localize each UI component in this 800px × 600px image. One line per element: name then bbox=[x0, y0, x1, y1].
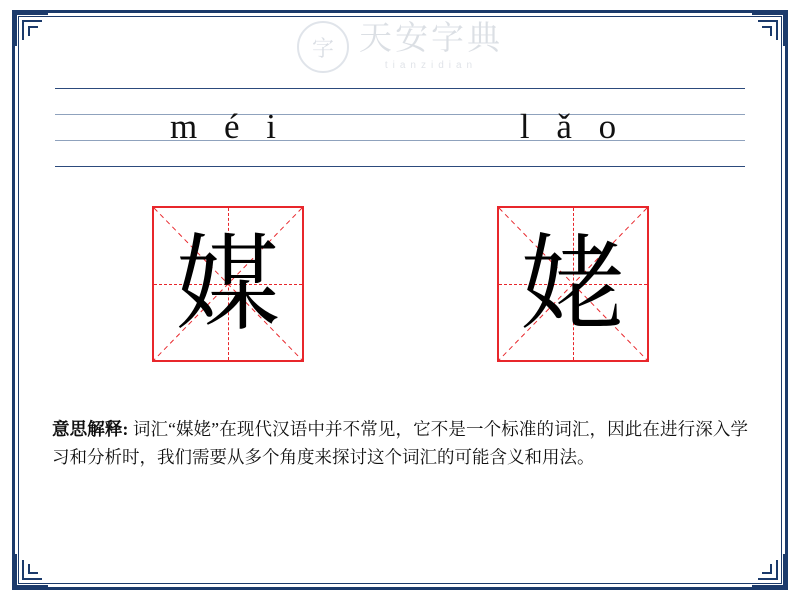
character-grid-row bbox=[55, 200, 745, 368]
explanation-label: 意思解释: bbox=[52, 419, 129, 439]
explanation-paragraph bbox=[52, 415, 748, 472]
pinyin-syllable-1: m é i bbox=[170, 107, 285, 146]
character-glyph-1: 媒 bbox=[175, 223, 280, 345]
corner-ornament-bottom-right bbox=[752, 554, 786, 588]
staff-line-4 bbox=[55, 166, 745, 167]
corner-ornament-top-right bbox=[752, 12, 786, 46]
corner-ornament-top-left bbox=[14, 12, 48, 46]
corner-ornament-bottom-left bbox=[14, 554, 48, 588]
tianzige-grid-2 bbox=[497, 206, 649, 362]
explanation-body: 词汇“媒姥”在现代汉语中并不常见，它不是一个标准的词汇，因此在进行深入学习和分析时，我们需要从多个角度来探讨这个词汇的可能含义和用法。 bbox=[52, 419, 749, 468]
character-cell-1 bbox=[55, 200, 400, 368]
pinyin-syllable-2: l ǎ o bbox=[519, 107, 626, 146]
watermark-subtitle: tianzidian bbox=[384, 60, 478, 71]
pinyin-staff bbox=[55, 88, 745, 166]
staff-line-1 bbox=[55, 88, 745, 89]
character-glyph-2: 姥 bbox=[520, 223, 625, 345]
watermark-title: 天安字典 bbox=[359, 21, 503, 57]
seal-icon: 字 bbox=[297, 21, 349, 73]
pinyin-row bbox=[55, 98, 745, 156]
character-cell-2 bbox=[400, 200, 745, 368]
tianzige-grid-1 bbox=[152, 206, 304, 362]
